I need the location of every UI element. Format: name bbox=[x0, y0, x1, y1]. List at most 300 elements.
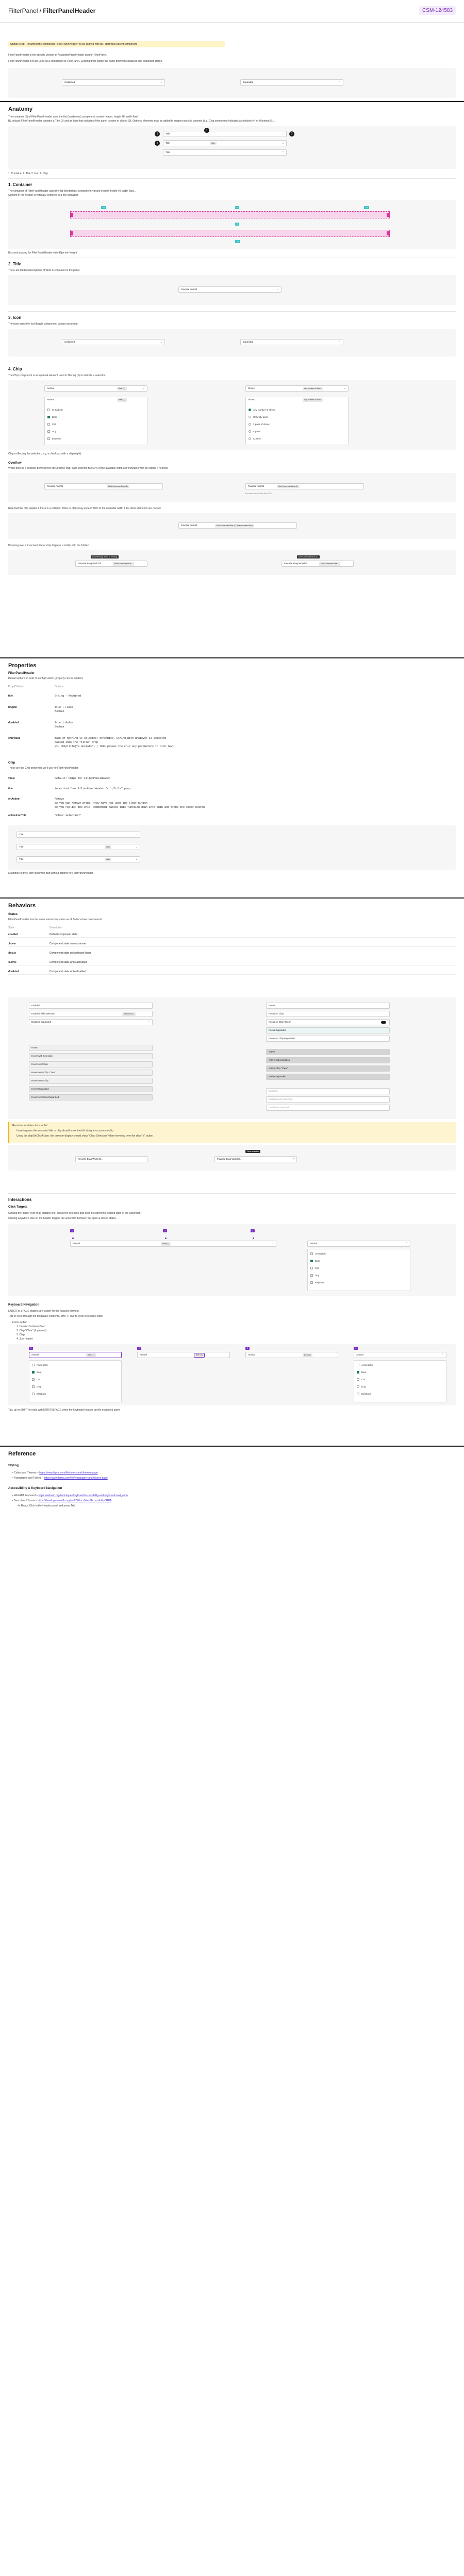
section-divider bbox=[0, 101, 464, 102]
kb-title: Animal bbox=[248, 1353, 255, 1356]
demo-chip[interactable]: Chip bbox=[105, 845, 111, 849]
reminder-header-1[interactable] bbox=[75, 1156, 147, 1162]
kb-list-2: 2. Chip "Clear" (if present) bbox=[16, 1329, 47, 1332]
state-focus-expanded[interactable] bbox=[266, 1027, 390, 1033]
prop-name: actionIconTitle bbox=[8, 814, 27, 817]
click-text: Clicking the "base" (not of all editable link) clears the selection and does not affect the toggled state of the accordion. bbox=[8, 1212, 141, 1215]
state-hover-icon[interactable] bbox=[29, 1061, 153, 1067]
click-target-header-expanded[interactable] bbox=[307, 1241, 410, 1247]
title-text: There are limited descriptions of what is contained in the panel. bbox=[8, 269, 80, 272]
chip-props-heading: Chip bbox=[8, 761, 15, 765]
option-label: Elephant bbox=[315, 1281, 324, 1284]
overflow-header-3[interactable] bbox=[178, 522, 297, 529]
state-label: Enabled with Selection bbox=[31, 1012, 55, 1015]
focus-step: 2 bbox=[137, 1347, 141, 1350]
chip-demo bbox=[8, 380, 456, 450]
state-label: Hover with Selection bbox=[31, 1055, 53, 1057]
divider bbox=[8, 1193, 456, 1194]
title-heading: 2. Title bbox=[8, 262, 22, 266]
a11y-link-label: WebAIM Keyboard bbox=[14, 1494, 36, 1497]
truncated-header-2[interactable] bbox=[281, 561, 354, 567]
checkbox[interactable] bbox=[47, 430, 50, 433]
kb-header-4[interactable] bbox=[354, 1352, 446, 1358]
state-row bbox=[8, 969, 456, 975]
kb-title: Animal bbox=[31, 1353, 39, 1356]
chevron-down-icon: ⌄ bbox=[135, 833, 138, 836]
kb-caption: Tab, up or SHIFT to cycle with ENTER/SPACE when the keyboard focus is on the expanded panel bbox=[8, 1409, 121, 1412]
state-focus-chip-clear[interactable] bbox=[266, 1019, 390, 1025]
chevron-down-icon: ⌄ bbox=[147, 1004, 150, 1007]
option-label: Cat bbox=[315, 1267, 319, 1269]
click-point bbox=[165, 1238, 167, 1239]
overflow-chip[interactable]: North American Bear (1) (long truncated text) bbox=[215, 524, 254, 528]
radio[interactable] bbox=[248, 423, 251, 426]
state-desc: Default component state bbox=[49, 933, 78, 936]
icon-collapsed-demo[interactable] bbox=[62, 339, 165, 345]
click-point bbox=[253, 1238, 254, 1239]
kb-header-3[interactable] bbox=[245, 1352, 338, 1358]
chevron-down-icon: ⌄ bbox=[160, 341, 162, 344]
page-title bbox=[8, 7, 95, 14]
state-enabled[interactable] bbox=[29, 1003, 153, 1009]
click-targets-demo bbox=[8, 1224, 456, 1296]
option-label: Anim(able) bbox=[361, 1364, 373, 1366]
prop-value: "Clear Selection" bbox=[55, 814, 81, 817]
kb-list-1: 1. Header Container/Icon bbox=[16, 1325, 45, 1328]
chip-prop-onaction bbox=[8, 798, 205, 809]
prop-value: mask of nothing is selected; otherwise, String with whatever is selected bbox=[55, 737, 167, 740]
state-label: Enabled Expanded bbox=[31, 1021, 52, 1023]
checkbox[interactable] bbox=[310, 1252, 313, 1255]
option-label: Any number of shoes bbox=[253, 409, 275, 411]
state-hover-chip[interactable] bbox=[29, 1078, 153, 1084]
chevron-down-icon: ⌄ bbox=[343, 387, 346, 390]
prop-value: inherited from FilterPanelHeader "chipTitle" prop bbox=[55, 787, 131, 790]
kb-chip[interactable]: Bear (1) bbox=[194, 1353, 204, 1357]
truncated-header-1[interactable] bbox=[75, 561, 147, 567]
style-link-label: Typography and Tokens bbox=[14, 1477, 42, 1480]
state-hover-chip-clear[interactable] bbox=[29, 1070, 153, 1076]
anatomy-text: The container (1) of FilterPanelHeader uses the flat (borderless) component, variant header, height 48, width fluid. bbox=[8, 115, 139, 118]
overflow-header-1[interactable] bbox=[44, 483, 163, 489]
option-label: Elephant bbox=[361, 1393, 371, 1395]
intro-paragraph-2: FilterPanelHeader is to be used as a component of FilterPanel. Clicking it will toggle the panel between collapsed and expanded states. bbox=[8, 60, 163, 63]
chevron-down-icon: ⌄ bbox=[135, 845, 138, 849]
chevron-down-icon: ⌄ bbox=[281, 132, 284, 135]
state-hover[interactable] bbox=[29, 1045, 153, 1051]
chevron-down-icon: ⌄ bbox=[135, 858, 138, 861]
radio-selected[interactable] bbox=[248, 409, 251, 411]
spacing-tag: 8 bbox=[235, 206, 239, 209]
state-label: Focus on Chip "Clear" bbox=[269, 1021, 292, 1023]
chevron-up-icon: ⌃ bbox=[338, 341, 341, 344]
state-label: Hover over Chip bbox=[31, 1079, 48, 1082]
state-focus[interactable] bbox=[266, 1003, 390, 1009]
prop-note: ex you reclick the chip, component passes this function down into chip and drops the clear button bbox=[55, 806, 205, 809]
option-label: 3 pairs of shoes bbox=[253, 423, 270, 426]
chip-prop-title bbox=[8, 787, 131, 790]
focus-step: 1 bbox=[29, 1347, 33, 1350]
state-name: disabled bbox=[8, 970, 19, 973]
callout-4: 4 bbox=[204, 128, 209, 133]
state-row bbox=[8, 959, 456, 965]
chevron-down-icon: ⌄ bbox=[142, 387, 145, 390]
intro-paragraph-1: FilterPanelHeader is the specific version of AccordionPanelHeader used in FilterPanel. bbox=[8, 54, 107, 57]
checkbox-checked[interactable] bbox=[357, 1371, 359, 1374]
properties-desc: Default options in bold. In config/custom, property can be omitted. bbox=[8, 677, 84, 680]
a11y-link-1: • WebAIM Keyboard – https://webaim.org/techniques/keyboard/accessibility-and-keyboard-navigation bbox=[12, 1494, 128, 1497]
props-demo-header-2[interactable] bbox=[16, 844, 140, 850]
props-demo-header-1[interactable] bbox=[16, 832, 140, 838]
state-label: Focus on Chip bbox=[269, 1012, 284, 1015]
spacing-box-1 bbox=[70, 211, 390, 218]
title-demo bbox=[8, 275, 456, 305]
col-desc: Description bbox=[49, 926, 63, 929]
chip-heading: 4. Chip bbox=[8, 367, 22, 371]
props-demo-header-3[interactable] bbox=[16, 856, 140, 862]
container-text: The container of FilterPanelHeader uses the flat (borderless) component, variant header, height 48, width fluid... bbox=[8, 190, 136, 193]
overflow-chip[interactable]: North American Bear (1) bbox=[277, 485, 300, 488]
prop-value: True | False bbox=[55, 706, 74, 709]
truncated-title[interactable]: Favorite Brag World Sl... bbox=[284, 562, 309, 565]
ticket-badge[interactable]: CSM-124583 bbox=[419, 6, 456, 15]
properties-demo bbox=[8, 825, 456, 870]
chip-menu-header[interactable] bbox=[246, 397, 348, 403]
anatomy-title-2: Title bbox=[165, 142, 170, 144]
intro-demo-panel bbox=[8, 68, 456, 98]
chevron-up-icon[interactable]: ⌃ bbox=[405, 1242, 408, 1245]
anatomy-heading: Anatomy bbox=[8, 106, 33, 112]
kb-title: Animal bbox=[356, 1353, 363, 1356]
checkbox[interactable] bbox=[357, 1385, 359, 1388]
tooltip: Favorite Brag World Sl Shining bbox=[91, 555, 119, 558]
option-label: Anim(able) bbox=[315, 1252, 326, 1255]
title-sample: Favorite Animal bbox=[181, 288, 197, 291]
chevron-down-icon: ⌄ bbox=[276, 288, 279, 291]
col-prop: Prop/Children bbox=[8, 685, 24, 688]
state-disabled-selection bbox=[266, 1096, 390, 1103]
state-hover-selection[interactable] bbox=[29, 1053, 153, 1059]
style-link-2: • Typography and Tokens – https://www.figma.com/file/typography-and-tokens-page bbox=[12, 1477, 108, 1480]
padding-marker bbox=[70, 231, 73, 235]
states-heading: States bbox=[8, 913, 18, 916]
prop-isopen bbox=[8, 706, 74, 713]
state-chip[interactable]: Selection (1) bbox=[122, 1012, 136, 1016]
radio[interactable] bbox=[248, 416, 251, 418]
update-notice: Update 5/28: Renaming the component "FilterPanelHeader" to be aligned with its FilterPanel parent component bbox=[8, 41, 225, 47]
state-disabled-expanded bbox=[266, 1105, 390, 1111]
chip-prop-value bbox=[8, 777, 111, 780]
kb-chip[interactable]: Bear (1) bbox=[86, 1353, 96, 1357]
truncated-chip[interactable]: North American Bear... bbox=[319, 562, 340, 566]
checkbox-checked[interactable] bbox=[32, 1371, 35, 1374]
prop-name: chipValue bbox=[8, 737, 21, 740]
chip-header-label: Shoes bbox=[248, 387, 255, 389]
icon-heading: 3. Icon bbox=[8, 315, 22, 320]
state-hover-icon-expanded[interactable] bbox=[29, 1094, 153, 1100]
kb-chip[interactable]: Bear (1) bbox=[303, 1353, 312, 1357]
state-active-expanded[interactable] bbox=[266, 1074, 390, 1080]
icon-demo bbox=[8, 329, 456, 357]
selection-chip[interactable]: Any number of shoes bbox=[303, 398, 323, 402]
prop-type: Boolean bbox=[55, 710, 64, 713]
option-label: Dog bbox=[37, 1385, 41, 1388]
chevron-down-icon[interactable]: ⌄ bbox=[271, 1242, 274, 1245]
selection-chip[interactable]: Bear (1) bbox=[117, 387, 127, 391]
reminder-2: Using the chipOnClickAction, the browser display should show "Clear Selection" when hovering over the clear "x" action. bbox=[16, 1134, 154, 1138]
container-text-2: Content in the header is vertically centered in a flex container. bbox=[8, 194, 79, 197]
selection-chip[interactable]: Bear (1) bbox=[117, 398, 127, 402]
anatomy-title-1: Title bbox=[165, 132, 170, 135]
truncated-title[interactable]: Favorite Brag World Sl... bbox=[78, 562, 103, 565]
collapsed-header-demo[interactable] bbox=[62, 79, 165, 86]
breadcrumb[interactable]: FilterPanel / bbox=[8, 7, 42, 14]
padding-marker bbox=[387, 231, 390, 235]
state-enabled-expanded[interactable] bbox=[29, 1019, 153, 1025]
click-chip[interactable]: Bear (1) bbox=[161, 1242, 171, 1246]
anatomy-header-1 bbox=[163, 131, 287, 137]
click-target-header[interactable] bbox=[70, 1241, 276, 1247]
click-text-2: Clicking anywhere else on the header toggles the accordion between the open & closed states. bbox=[8, 1217, 117, 1220]
prop-value: Default: Chips for FilterPanelHeader bbox=[55, 777, 111, 780]
focus-ring bbox=[381, 1021, 386, 1024]
prop-disabled bbox=[8, 721, 74, 728]
demo-chip[interactable]: Chip bbox=[105, 858, 111, 861]
state-label: Focus bbox=[269, 1004, 275, 1007]
click-target-menu bbox=[307, 1249, 410, 1291]
expanded-header-demo[interactable] bbox=[240, 79, 343, 86]
checkbox[interactable] bbox=[32, 1364, 35, 1366]
style-link[interactable]: https://www.figma.com/file/typography-and-tokens-page bbox=[44, 1477, 108, 1480]
prop-name: value bbox=[8, 777, 15, 780]
prop-type: Boolean bbox=[55, 725, 64, 728]
state-row bbox=[8, 941, 456, 947]
kb-text-1: ENTER or SPACE triggers any action for the focused element. bbox=[8, 1310, 80, 1313]
chevron-up-icon: ⌃ bbox=[147, 1021, 150, 1024]
icon-expanded-demo[interactable] bbox=[240, 339, 343, 345]
anatomy-header-3 bbox=[163, 149, 287, 156]
chip-menu-right bbox=[245, 397, 349, 445]
state-label: Disabled Expanded bbox=[269, 1106, 289, 1109]
prop-name: isOpen bbox=[8, 706, 17, 709]
kb-list-0: Focus order: bbox=[12, 1321, 27, 1324]
focus-step: 4 bbox=[354, 1347, 358, 1350]
overflow-note: Note that the chip applies if there is a collision. Titles or chips may exceed 50% of the available width if the other element's are narrow. bbox=[8, 507, 161, 510]
properties-heading: Properties bbox=[8, 663, 37, 669]
state-name: enabled bbox=[8, 933, 18, 936]
reminder-demo bbox=[8, 1145, 456, 1171]
truncated-chip[interactable]: North American Bear... bbox=[113, 562, 134, 566]
checkbox[interactable] bbox=[47, 423, 50, 426]
container-spacing-demo bbox=[8, 200, 456, 249]
checkbox[interactable] bbox=[357, 1393, 359, 1395]
kb-text-2: TAB to cycle through the focusable elements. SHIFT+TAB to cycle in reverse order. bbox=[8, 1315, 104, 1318]
demo-title: Title bbox=[19, 858, 24, 860]
option-label: Cat bbox=[361, 1378, 366, 1381]
state-disabled bbox=[266, 1088, 390, 1094]
a11y-note-text: In React, Click in the Header panel and press TAB bbox=[18, 1504, 76, 1507]
prop-title bbox=[8, 694, 81, 698]
checkbox[interactable] bbox=[47, 409, 50, 411]
chip-header-1[interactable] bbox=[44, 385, 147, 392]
selection-chip[interactable]: Any number of shoes bbox=[303, 387, 323, 391]
overflow-header-2[interactable] bbox=[245, 483, 364, 489]
state-label: Hover over Icon bbox=[31, 1063, 48, 1065]
states-text: FilterPanelHeader has the same interaction states as all Button-class components: bbox=[8, 918, 103, 921]
checkbox-checked[interactable] bbox=[310, 1260, 313, 1262]
overflow-chip[interactable]: North American Bear (1) bbox=[107, 485, 129, 488]
spacing-tag: 16 bbox=[235, 240, 240, 243]
radio[interactable] bbox=[248, 437, 251, 440]
section-divider bbox=[0, 1446, 464, 1447]
style-link[interactable]: https://www.figma.com/file/colors-and-themes-page bbox=[39, 1471, 98, 1475]
chip-props-desc: These are the Chip properties we'll use for FilterPanelHeader. bbox=[8, 767, 79, 770]
state-focus-chip[interactable] bbox=[266, 1011, 390, 1017]
option-label: Dog bbox=[315, 1274, 320, 1277]
state-label: Active Chip "Clear" bbox=[269, 1067, 288, 1070]
checkbox[interactable] bbox=[357, 1378, 359, 1381]
anatomy-title-3: Title bbox=[165, 151, 170, 154]
checkbox[interactable] bbox=[310, 1274, 313, 1277]
click-point bbox=[72, 1238, 74, 1239]
chevron-up-icon[interactable]: ⌃ bbox=[441, 1353, 444, 1357]
styling-heading: Styling bbox=[8, 1464, 19, 1467]
checkbox[interactable] bbox=[47, 437, 50, 440]
chip-text: The Chip component is an optional element used in filtering (1) to indicate a selection. bbox=[8, 374, 106, 377]
option-label: Cat bbox=[52, 423, 56, 426]
collapsed-label: Collapsed bbox=[64, 81, 75, 83]
interactions-heading: Interactions bbox=[8, 1197, 32, 1202]
kb-list-3: 3. Chip bbox=[16, 1333, 25, 1336]
radio[interactable] bbox=[248, 430, 251, 433]
menu-header-label: Animal bbox=[47, 398, 54, 401]
overflow-title: Favorite Animal bbox=[248, 485, 264, 487]
state-active[interactable] bbox=[266, 1049, 390, 1055]
checkbox[interactable] bbox=[357, 1364, 359, 1366]
state-focus-chip-expanded[interactable] bbox=[266, 1036, 390, 1042]
checkbox-checked[interactable] bbox=[47, 416, 50, 418]
checkbox[interactable] bbox=[310, 1267, 313, 1269]
prop-name: onAction bbox=[8, 798, 20, 801]
prop-name: title bbox=[8, 787, 13, 790]
prop-note: ex you can remove props, they have not used the clear button bbox=[55, 802, 148, 805]
kb-menu-4 bbox=[354, 1360, 446, 1402]
option-label: Bear bbox=[52, 416, 57, 418]
states-demo bbox=[8, 997, 456, 1119]
click-title: Animal bbox=[310, 1242, 317, 1245]
state-label: Disabled bbox=[269, 1090, 278, 1092]
state-label: Hover over Chip "Clear" bbox=[31, 1071, 56, 1074]
menu-header-label: Shoes bbox=[248, 398, 255, 401]
click-title: Animal bbox=[73, 1242, 80, 1245]
chip-header-2[interactable] bbox=[245, 385, 349, 392]
option-label: Bear bbox=[315, 1260, 320, 1262]
anatomy-header-2 bbox=[163, 140, 287, 146]
reminder-box bbox=[8, 1122, 456, 1143]
truncated-title[interactable]: Favorite Brag World Sl... bbox=[78, 1158, 103, 1160]
anatomy-text-2: By default, FilterPanelHeader contains a Title (2) and an Icon that indicates if the panel is open or closed (3). Optional elements may be added to support specific contexts (e.g. Chip component indicates a selection (4) or Warning (5))... bbox=[8, 120, 276, 123]
reminder-1: Hovering over the truncated title or chip should show the full string in a custom tooltip bbox=[16, 1129, 113, 1132]
chip-menu-left bbox=[44, 397, 147, 445]
click-annotation: 2 bbox=[163, 1229, 167, 1232]
state-desc: Component state while disabled bbox=[49, 970, 86, 973]
checkbox[interactable] bbox=[32, 1393, 35, 1395]
col-state: State bbox=[8, 926, 14, 929]
overflow-hint: Favorite Animal title fills 50% bbox=[245, 492, 272, 495]
state-enabled-selection[interactable] bbox=[29, 1011, 153, 1017]
state-label: Hover Expanded bbox=[31, 1088, 49, 1090]
focus-step: 3 bbox=[245, 1347, 250, 1350]
state-label: Active Expanded bbox=[269, 1075, 286, 1078]
tooltip: North American Bear (1) bbox=[297, 555, 320, 558]
checkbox[interactable] bbox=[32, 1378, 35, 1381]
state-active-chip-clear[interactable] bbox=[266, 1065, 390, 1072]
truncated-title[interactable]: Favorite Brag World Sl... bbox=[217, 1158, 242, 1160]
demo-title: Title bbox=[19, 845, 24, 848]
close-icon[interactable]: × bbox=[293, 1158, 294, 1161]
callout-2: 2 bbox=[155, 141, 160, 146]
a11y-link-2: • Best object Toasts – https://developer.mozilla.org/en-US/docs/Web/Accessibility/ARIA bbox=[12, 1499, 112, 1502]
reference-heading: Reference bbox=[8, 1451, 36, 1457]
overflow-title: Favorite Animal bbox=[181, 524, 197, 527]
click-targets-heading: Click Targets bbox=[8, 1206, 28, 1209]
clear-tooltip: Clear selection bbox=[245, 1150, 260, 1153]
click-annotation: 3 bbox=[251, 1229, 255, 1232]
spacing-tag: 16 bbox=[364, 206, 369, 209]
state-name: :focus bbox=[8, 952, 16, 955]
keyboard-demo bbox=[8, 1344, 456, 1405]
reminder-header-2[interactable] bbox=[214, 1156, 297, 1162]
style-link-label: Colors and Themes bbox=[14, 1471, 37, 1475]
state-hover-expanded[interactable] bbox=[29, 1086, 153, 1092]
title-sample-header[interactable] bbox=[178, 286, 281, 293]
overflow-demo-2 bbox=[8, 513, 456, 539]
kb-header-1[interactable] bbox=[29, 1352, 122, 1358]
chevron-up-icon: ⌃ bbox=[338, 81, 341, 84]
icon-text: The icons uses the IconToggle component, variant accordion. bbox=[8, 323, 78, 326]
a11y-heading: Accessibility & Keyboard Navigation bbox=[8, 1487, 62, 1490]
state-active-selection[interactable] bbox=[266, 1057, 390, 1063]
state-label: Focus on Chip Expanded bbox=[269, 1037, 295, 1040]
state-desc: Component state while activated bbox=[49, 961, 87, 964]
a11y-link[interactable]: https://webaim.org/techniques/keyboard/accessibility-and-keyboard-navigation bbox=[38, 1494, 128, 1497]
prop-name: title bbox=[8, 694, 13, 698]
checkbox[interactable] bbox=[310, 1281, 313, 1284]
padding-marker bbox=[70, 213, 73, 217]
behaviors-heading: Behaviors bbox=[8, 903, 36, 909]
truncate-text: Hovering over a truncated title or chip displays a tooltip with the full text. bbox=[8, 544, 90, 547]
a11y-link[interactable]: https://developer.mozilla.org/en-US/docs/Web/Accessibility/ARIA bbox=[38, 1499, 112, 1502]
state-name: :hover bbox=[8, 942, 16, 945]
chevron-up-icon: ⌃ bbox=[281, 151, 284, 154]
divider bbox=[8, 311, 456, 312]
a11y-note: ◦ In React, Click in the Header panel and press TAB bbox=[16, 1504, 76, 1507]
state-label: Hover bbox=[31, 1046, 38, 1049]
checkbox[interactable] bbox=[32, 1385, 35, 1388]
kb-header-2[interactable] bbox=[137, 1352, 230, 1358]
style-link-1: • Colors and Themes – https://www.figma.com/file/colors-and-themes-page bbox=[12, 1471, 98, 1475]
callout-3: 3 bbox=[289, 131, 294, 137]
chip-menu-header[interactable] bbox=[45, 397, 147, 403]
state-label: Active with Selection bbox=[269, 1059, 290, 1061]
demo-title: Title bbox=[19, 833, 24, 836]
truncate-demo bbox=[8, 550, 456, 575]
expanded-label: Expanded bbox=[243, 341, 254, 343]
overflow-demo bbox=[8, 473, 456, 502]
option-label: Elephant bbox=[52, 437, 61, 440]
prop-value: True | False bbox=[55, 721, 74, 724]
anatomy-chip: Chip bbox=[210, 142, 217, 145]
